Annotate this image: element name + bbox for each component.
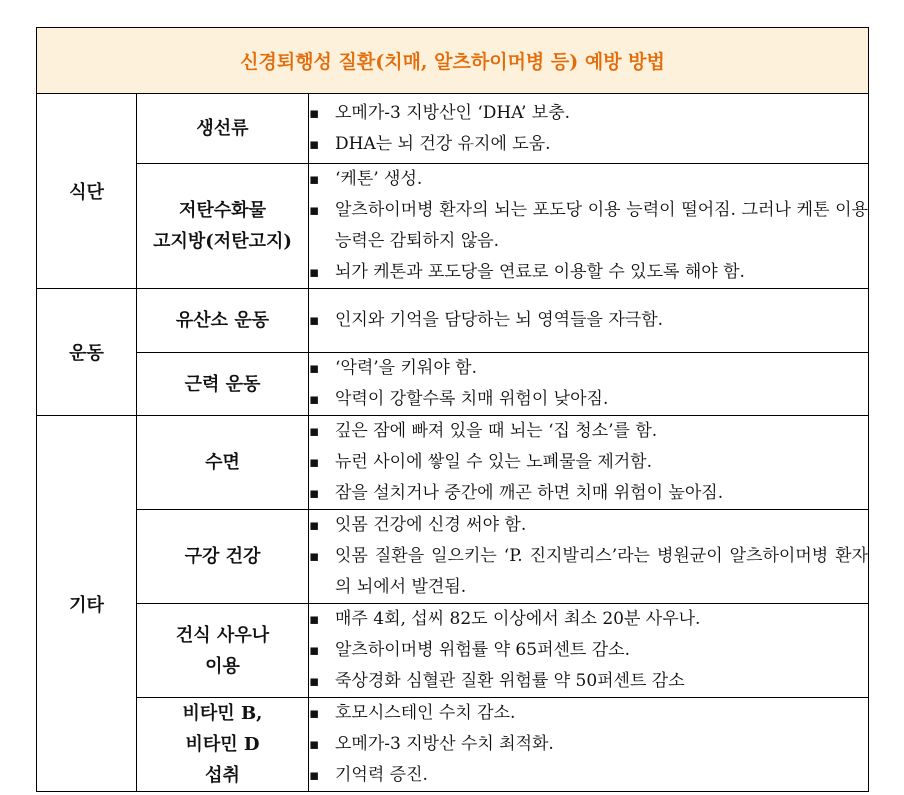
- bullet-list: [309, 353, 868, 415]
- table-row: [37, 289, 869, 353]
- bullet-list: [309, 305, 868, 336]
- list-item: ▪ 깊은 잠에 빠져 있을 때 뇌는 ‘집 청소’를 함.: [309, 416, 868, 447]
- items-cell: [309, 164, 869, 289]
- items-cell: [309, 510, 869, 604]
- subcategory-line: 근력 운동: [184, 373, 261, 395]
- category-cell: 식단: [37, 94, 137, 289]
- list-item: ▪ 인지와 기억을 담당하는 뇌 영역들을 자극함.: [309, 305, 868, 336]
- list-item: ▪ ‘악력’을 키워야 함.: [309, 353, 868, 384]
- list-item: ▪ 알츠하이머병 위험률 약 65퍼센트 감소.: [309, 635, 868, 666]
- subcategory-line: 구강 건강: [184, 546, 261, 567]
- list-item: ▪ 알츠하이머병 환자의 뇌는 포도당 이용 능력이 떨어짐. 그러나 케톤 이용 능력은 감퇴하지 않음.: [309, 195, 868, 257]
- list-item: ▪ 기억력 증진.: [309, 760, 868, 791]
- list-item: ▪ ‘케톤’ 생성.: [309, 164, 868, 195]
- category-cell: 운동: [37, 289, 137, 416]
- list-item: ▪ 오메가-3 지방산 수치 최적화.: [309, 729, 868, 760]
- items-cell: [309, 604, 869, 698]
- list-item: ▪ DHA는 뇌 건강 유지에 도움.: [309, 129, 868, 160]
- table-row: [37, 94, 869, 164]
- table-row: [37, 164, 869, 289]
- subcategory-line: 건식 사우나: [175, 624, 270, 646]
- table-row: [37, 353, 869, 416]
- list-item: ▪ 잇몸 건강에 신경 써야 함.: [309, 510, 868, 541]
- subcategory-line: 수면: [205, 452, 240, 473]
- list-item: ▪ 호모시스테인 수치 감소.: [309, 698, 868, 729]
- table-row: [37, 604, 869, 698]
- items-cell: [309, 289, 869, 353]
- list-item: ▪ 죽상경화 심혈관 질환 위험률 약 50퍼센트 감소: [309, 666, 868, 697]
- list-item: ▪ 매주 4회, 섭씨 82도 이상에서 최소 20분 사우나.: [309, 604, 868, 635]
- list-item: ▪ 뇌가 케톤과 포도당을 연료로 이용할 수 있도록 해야 함.: [309, 257, 868, 288]
- subcategory-cell: [137, 94, 309, 164]
- bullet-list: [309, 98, 868, 160]
- list-item: ▪ 잠을 설치거나 중간에 깨곤 하면 치매 위험이 높아짐.: [309, 478, 868, 509]
- list-item: ▪ 잇몸 질환을 일으키는 ‘P. 진지발리스’라는 병원균이 알츠하이머병 환자의 뇌에서 발견됨.: [309, 541, 868, 603]
- prevention-table: [36, 27, 869, 792]
- list-item: ▪ 뉴런 사이에 쌓일 수 있는 노폐물을 제거함.: [309, 447, 868, 478]
- subcategory-line: 섭취: [205, 765, 240, 786]
- subcategory-cell: [137, 604, 309, 698]
- bullet-list: [309, 698, 868, 791]
- bullet-list: [309, 416, 868, 509]
- subcategory-line: 저탄수화물: [179, 200, 266, 221]
- subcategory-line: 생선류: [196, 118, 249, 139]
- list-item: ▪ 오메가-3 지방산인 ‘DHA’ 보충.: [309, 98, 868, 129]
- list-item: ▪ 악력이 강할수록 치매 위험이 낮아짐.: [309, 384, 868, 415]
- table-row: [37, 698, 869, 792]
- subcategory-cell: [137, 698, 309, 792]
- subcategory-cell: [137, 164, 309, 289]
- subcategory-line: 비타민 B,: [182, 703, 263, 724]
- items-cell: [309, 416, 869, 510]
- items-cell: [309, 698, 869, 792]
- subcategory-line: 유산소 운동: [175, 310, 270, 331]
- subcategory-line: 비타민 D: [185, 734, 260, 755]
- subcategory-cell: [137, 510, 309, 604]
- subcategory-line: 고지방(저탄고지): [153, 231, 292, 252]
- title-row: [37, 28, 869, 94]
- table-title: 신경퇴행성 질환(치매, 알츠하이머병 등) 예방 방법: [37, 28, 869, 94]
- table-row: [37, 510, 869, 604]
- subcategory-cell: [137, 289, 309, 353]
- bullet-list: [309, 164, 868, 288]
- subcategory-line: 이용: [205, 655, 240, 677]
- category-cell: 기타: [37, 416, 137, 792]
- items-cell: [309, 94, 869, 164]
- table-row: [37, 416, 869, 510]
- subcategory-cell: [137, 416, 309, 510]
- subcategory-cell: [137, 353, 309, 416]
- items-cell: [309, 353, 869, 416]
- bullet-list: [309, 510, 868, 603]
- bullet-list: [309, 604, 868, 697]
